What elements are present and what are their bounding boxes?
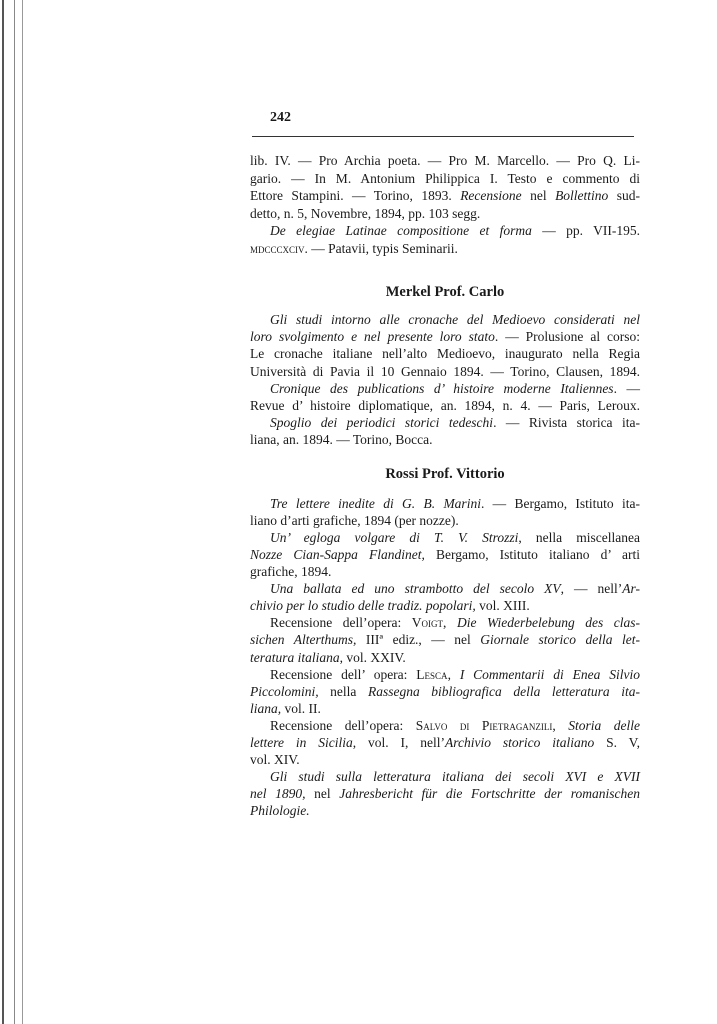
text-line xyxy=(250,803,640,818)
text-line xyxy=(250,513,640,528)
page-number: 242 xyxy=(270,110,291,125)
italic-title: chivio per lo studio delle tradiz. popolari, xyxy=(250,598,476,614)
text-segment: , vol. I, nell’ xyxy=(352,734,445,750)
text-segment: vol. XIV. xyxy=(250,751,300,767)
italic-title: Philologie. xyxy=(250,803,310,819)
text-segment: , — nell’ xyxy=(560,581,623,597)
text-segment: , vol. XXIV. xyxy=(339,649,406,665)
italic-title: Jahresbericht für die Fortschritte der romanischen xyxy=(339,786,640,802)
italic-title: liana, xyxy=(250,700,282,716)
text-segment: liano d’arti grafiche, 1894 (per nozze). xyxy=(250,513,459,529)
text-line xyxy=(250,188,640,203)
scan-edge xyxy=(22,0,23,1024)
text-segment: S. V, xyxy=(594,734,640,750)
text-line xyxy=(250,432,640,447)
text-line xyxy=(250,364,640,379)
italic-title: I Commentarii di Enea Silvio xyxy=(459,666,641,682)
text-line xyxy=(250,650,640,665)
text-segment: . — Bergamo, Istituto ita- xyxy=(480,496,640,511)
italic-title: Recensione xyxy=(460,188,522,204)
text-segment: . — Prolusione al corso: xyxy=(494,329,640,345)
text-line xyxy=(250,786,640,801)
italic-title: Archivio storico italiano xyxy=(444,734,595,750)
italic-title: nel 1890, xyxy=(250,786,306,802)
italic-title: Rassegna bibliografica della letteratura ita- xyxy=(367,683,640,699)
text-segment: Università di Pavia il 10 Gennaio 1894. — Torino, Clausen, 1894. xyxy=(250,363,640,379)
italic-title: loro svolgimento e nel presente loro stato xyxy=(250,329,495,345)
text-line xyxy=(250,632,640,647)
italic-title: Spoglio dei periodici storici tedeschi xyxy=(270,415,494,431)
text-line xyxy=(250,171,640,186)
text-line xyxy=(270,415,640,430)
text-segment: . — Rivista storica ita- xyxy=(493,415,640,431)
text-line xyxy=(250,206,640,221)
text-line xyxy=(250,684,640,699)
author-name-smallcaps: mdcccxciv xyxy=(250,241,305,256)
italic-title: Ar- xyxy=(622,581,640,597)
text-segment: — pp. VII-195. xyxy=(531,223,640,239)
italic-title: Giornale storico della let- xyxy=(480,632,640,648)
text-segment: , xyxy=(443,615,457,631)
text-segment: Le cronache italiane nell’alto Medioevo, inaugurato nella Regia xyxy=(250,346,640,362)
italic-title: Bollettino xyxy=(555,188,609,204)
text-segment: nel xyxy=(305,786,340,802)
text-segment: . — Patavii, typis Seminarii. xyxy=(304,241,458,256)
text-line xyxy=(250,598,640,613)
text-segment: , nella miscellanea xyxy=(518,530,640,546)
text-segment: nella xyxy=(318,683,368,699)
italic-title: Piccolomini, xyxy=(250,683,319,699)
text-segment: sud- xyxy=(608,188,641,204)
italic-title: Una ballata ed uno strambotto del secolo XV xyxy=(270,581,561,597)
scan-edge xyxy=(14,0,15,1024)
italic-title: teratura italiana xyxy=(250,649,340,665)
italic-title: Un’ egloga volgare di T. V. Strozzi xyxy=(270,530,519,546)
author-name-smallcaps: Lesca xyxy=(416,666,448,682)
text-segment: Recensione dell’opera: xyxy=(270,717,416,733)
italic-title: Gli studi intorno alle cronache del Medioevo considerati nel xyxy=(270,312,640,327)
text-line xyxy=(270,381,640,396)
author-heading: Rossi Prof. Vittorio xyxy=(385,466,505,482)
text-line xyxy=(270,667,640,682)
text-line xyxy=(270,615,640,630)
author-name-smallcaps: Voigt xyxy=(411,615,444,631)
text-segment: , xyxy=(447,666,460,682)
text-segment: vol. II. xyxy=(281,700,321,716)
text-segment: Revue d’ histoire diplomatique, an. 1894, n. 4. — Paris, Leroux. xyxy=(250,398,640,413)
scan-edge xyxy=(2,0,4,1024)
text-segment: Ettore Stampini. — Torino, 1893. xyxy=(250,188,461,204)
text-line xyxy=(250,547,640,562)
italic-title: lettere in Sicilia xyxy=(250,734,353,750)
text-segment: . — xyxy=(613,380,641,396)
italic-title: Nozze Cian-Sappa Flandinet, xyxy=(250,547,425,563)
text-line xyxy=(250,346,640,361)
text-line xyxy=(250,241,640,256)
italic-title: Cronique des publications d’ histoire moderne Italiennes xyxy=(270,380,614,396)
italic-title: Gli studi sulla letteratura italiana dei secoli XVI e XVII xyxy=(270,768,640,784)
header-rule xyxy=(252,136,634,137)
text-line xyxy=(270,530,640,545)
text-segment: vol. XIII. xyxy=(475,598,530,614)
text-line xyxy=(270,718,640,733)
text-segment: , xyxy=(552,717,569,733)
text-segment: nel xyxy=(521,188,556,204)
text-line xyxy=(250,329,640,344)
text-line xyxy=(250,701,640,716)
text-line xyxy=(250,564,640,579)
text-line xyxy=(250,735,640,750)
text-line xyxy=(270,581,640,596)
text-segment: detto, n. 5, Novembre, 1894, pp. 103 segg. xyxy=(250,205,481,221)
text-line xyxy=(250,752,640,767)
text-segment: Bergamo, Istituto italiano d’ arti xyxy=(424,547,640,563)
italic-title: sichen Alterthums, xyxy=(250,632,357,648)
italic-title: De elegiae Latinae compositione et forma xyxy=(270,223,532,239)
text-line xyxy=(250,398,640,413)
text-segment: lib. IV. — Pro Archia poeta. — Pro M. Marcello. — Pro Q. Li- xyxy=(250,153,640,168)
italic-title: Die Wiederbelebung des clas- xyxy=(456,615,641,631)
text-segment: gario. — In M. Antonium Philippica I. Testo e commento di xyxy=(250,170,640,186)
text-segment: grafiche, 1894. xyxy=(250,564,332,580)
text-line xyxy=(270,312,640,327)
text-line xyxy=(270,223,640,238)
italic-title: Tre lettere inedite di G. B. Marini xyxy=(270,496,481,511)
text-line xyxy=(250,153,640,168)
text-line xyxy=(270,496,640,511)
text-segment: Recensione dell’opera: xyxy=(270,615,412,631)
author-heading: Merkel Prof. Carlo xyxy=(385,284,505,300)
italic-title: Storia delle xyxy=(568,717,640,733)
text-segment: Recensione dell’ opera: xyxy=(270,666,417,682)
text-segment: IIIª ediz., — nel xyxy=(356,632,481,648)
text-segment: liana, an. 1894. — Torino, Bocca. xyxy=(250,432,433,448)
author-name-smallcaps: Salvo di Pietraganzili xyxy=(415,717,553,733)
text-line xyxy=(270,769,640,784)
